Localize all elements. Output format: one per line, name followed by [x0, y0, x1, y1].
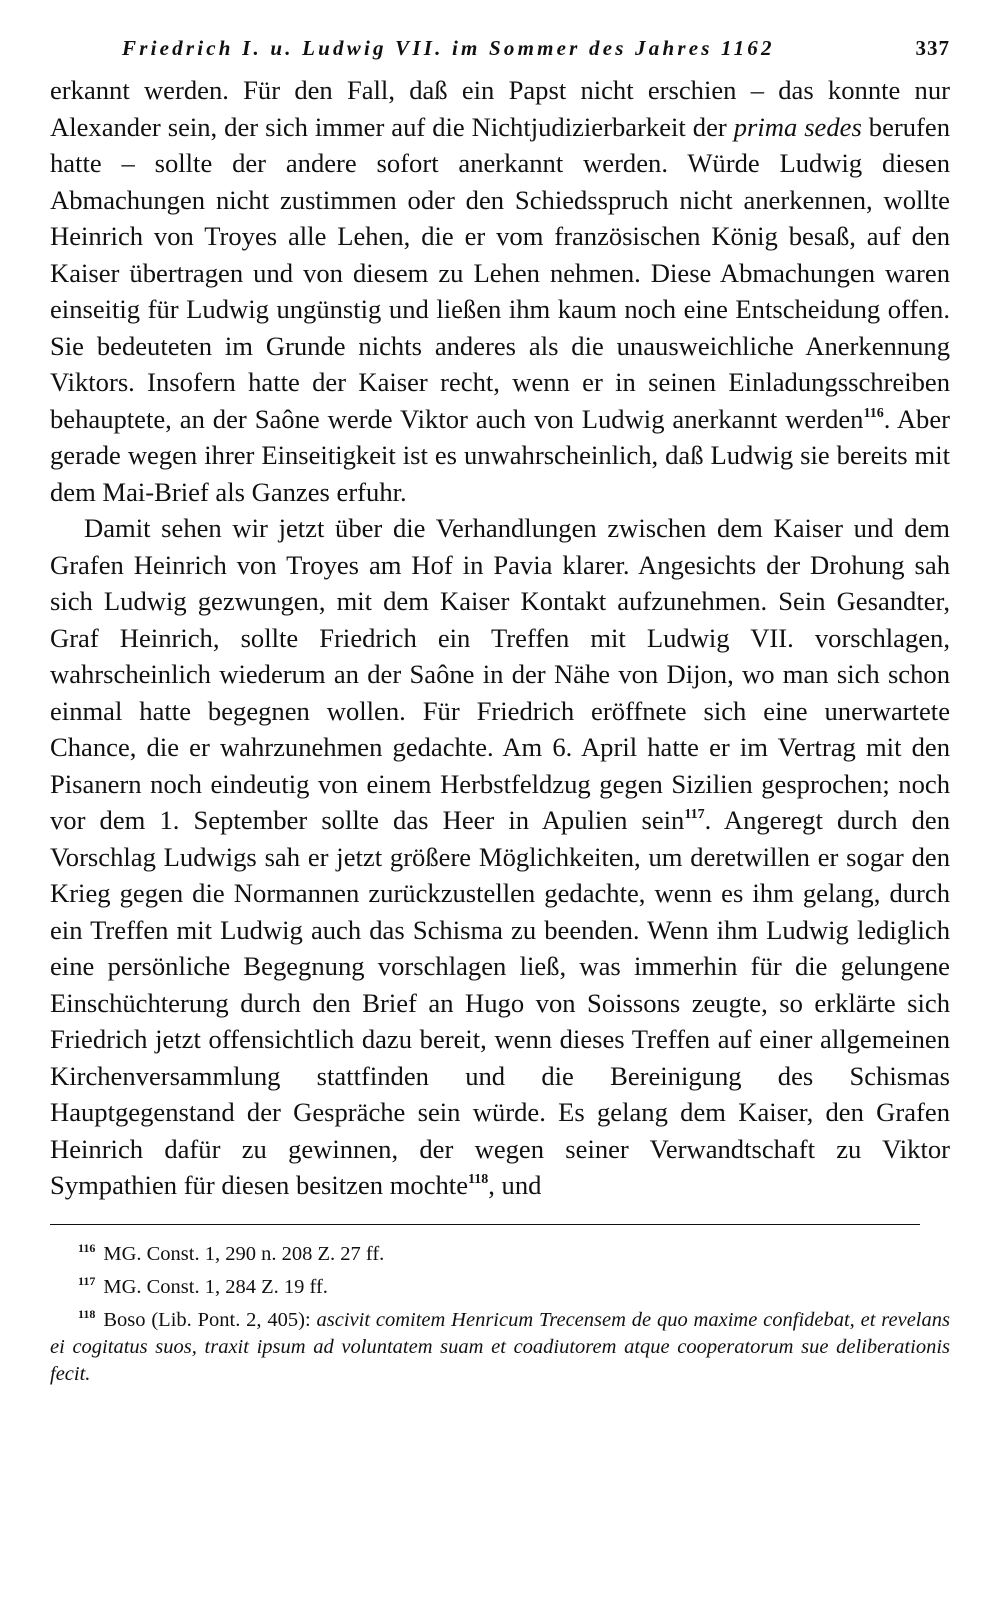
paragraph-1-part-a: erkannt werden. Für den Fall, daß ein Papst nicht erschien – das konnte nur Alexander sein, der sich immer auf die Nichtjudizierbarkeit der: [50, 75, 950, 142]
footnote-118: [50, 1301, 950, 1388]
footnote-number: 116: [78, 1240, 96, 1255]
paragraph-1: [50, 72, 950, 510]
footnote-latin-quote: ascivit comitem Henricum Trecensem de quo maxime confidebat, et revelans ei cogitatus suos, traxit ipsum ad voluntatem suam et coadiutorem atque cooperatorum sue deliberationis fecit.: [50, 1308, 950, 1385]
main-text: [50, 72, 950, 1204]
footnote-text: Boso (Lib. Pont. 2, 405):: [103, 1308, 317, 1331]
footnotes: [50, 1235, 950, 1388]
paragraph-1-part-c: . Aber gerade wegen ihrer Einseitigkeit ist es unwahrscheinlich, daß Ludwig sie bereits mit dem Mai-Brief als Ganzes erfuhr.: [50, 403, 950, 507]
paragraph-2-part-c: , und: [488, 1170, 542, 1200]
footnote-ref-117: 117: [684, 807, 705, 822]
footnote-text: MG. Const. 1, 290 n. 208 Z. 27 ff.: [103, 1242, 385, 1265]
footnote-number: 117: [78, 1273, 96, 1288]
footnote-ref-116: 116: [863, 405, 884, 421]
book-page: [50, 30, 950, 1388]
paragraph-1-part-b: berufen hatte – sollte der andere sofort anerkannt werden. Würde Ludwig diesen Abmachungen nicht zustimmen oder den Schiedsspruch nicht anerkennen, wollte Heinrich von Troyes alle Lehen, die er vom französischen König besaß, auf den Kaiser übertragen und von diesem zu Lehen nehmen. Diese Abmachungen waren einseitig für Ludwig ungünstig und ließen ihm kaum noch eine Entscheidung offen. Sie bedeuteten im Grunde nichts anderes als die unausweichliche Anerkennung Viktors. Insofern hatte der Kaiser recht, wenn er in seinen Einladungsschreiben behauptete, an der Saône werde Viktor auch von Ludwig anerkannt werden: [50, 111, 950, 434]
paragraph-1-latin-phrase: prima sedes: [733, 111, 862, 142]
paragraph-2-part-a: Damit sehen wir jetzt über die Verhandlungen zwischen dem Kaiser und dem Grafen Heinrich von Troyes am Hof in Pavia klarer. Angesichts der Drohung sah sich Ludwig gezwungen, mit dem Kaiser Kontakt aufzunehmen. Sein Gesandter, Graf Heinrich, sollte Friedrich ein Treffen mit Ludwig VII. vorschlagen, wahrscheinlich wiederum an der Saône in der Nähe von Dijon, wo man sich schon einmal hatte begegnen wollen. Für Friedrich eröffnete sich eine unerwartete Chance, die er wahrzunehmen gedachte. Am 6. April hatte er im Vertrag mit den Pisanern noch eindeutig von einem Herbstfeldzug gegen Sizilien gesprochen; noch vor dem 1. September sollte das Heer in Apulien sein: [50, 513, 950, 835]
footnote-ref-118: 118: [468, 1172, 489, 1187]
footnote-number: 118: [78, 1306, 96, 1321]
footnote-116: [50, 1235, 950, 1268]
running-head: [50, 30, 950, 66]
paragraph-2: [50, 510, 950, 1204]
footnote-text: MG. Const. 1, 284 Z. 19 ff.: [103, 1275, 328, 1298]
paragraph-2-part-b: . Angeregt durch den Vorschlag Ludwigs sah er jetzt größere Möglichkeiten, um deretwillen er sogar den Krieg gegen die Normannen zurückzustellen gedachte, wenn es ihm gelang, durch ein Treffen mit Ludwig auch das Schisma zu beenden. Wenn ihm Ludwig lediglich eine persönliche Begegnung vorschlagen ließ, was immerhin für die gelungene Einschüchterung durch den Brief an Hugo von Soissons zeugte, so erklärte sich Friedrich jetzt offensichtlich dazu bereit, wenn dieses Treffen auf einer allgemeinen Kirchenversammlung stattfinden und die Bereinigung des Schismas Hauptgegenstand der Gespräche sein würde. Es gelang dem Kaiser, den Grafen Heinrich dafür zu gewinnen, der wegen seiner Verwandtschaft zu Viktor Sympathien für diesen besitzen mochte: [50, 805, 950, 1200]
footnote-divider: [50, 1224, 920, 1225]
page-number: 337: [915, 36, 950, 60]
running-head-title: Friedrich I. u. Ludwig VII. im Sommer des Jahres 1162: [122, 36, 775, 60]
footnote-117: [50, 1268, 950, 1301]
